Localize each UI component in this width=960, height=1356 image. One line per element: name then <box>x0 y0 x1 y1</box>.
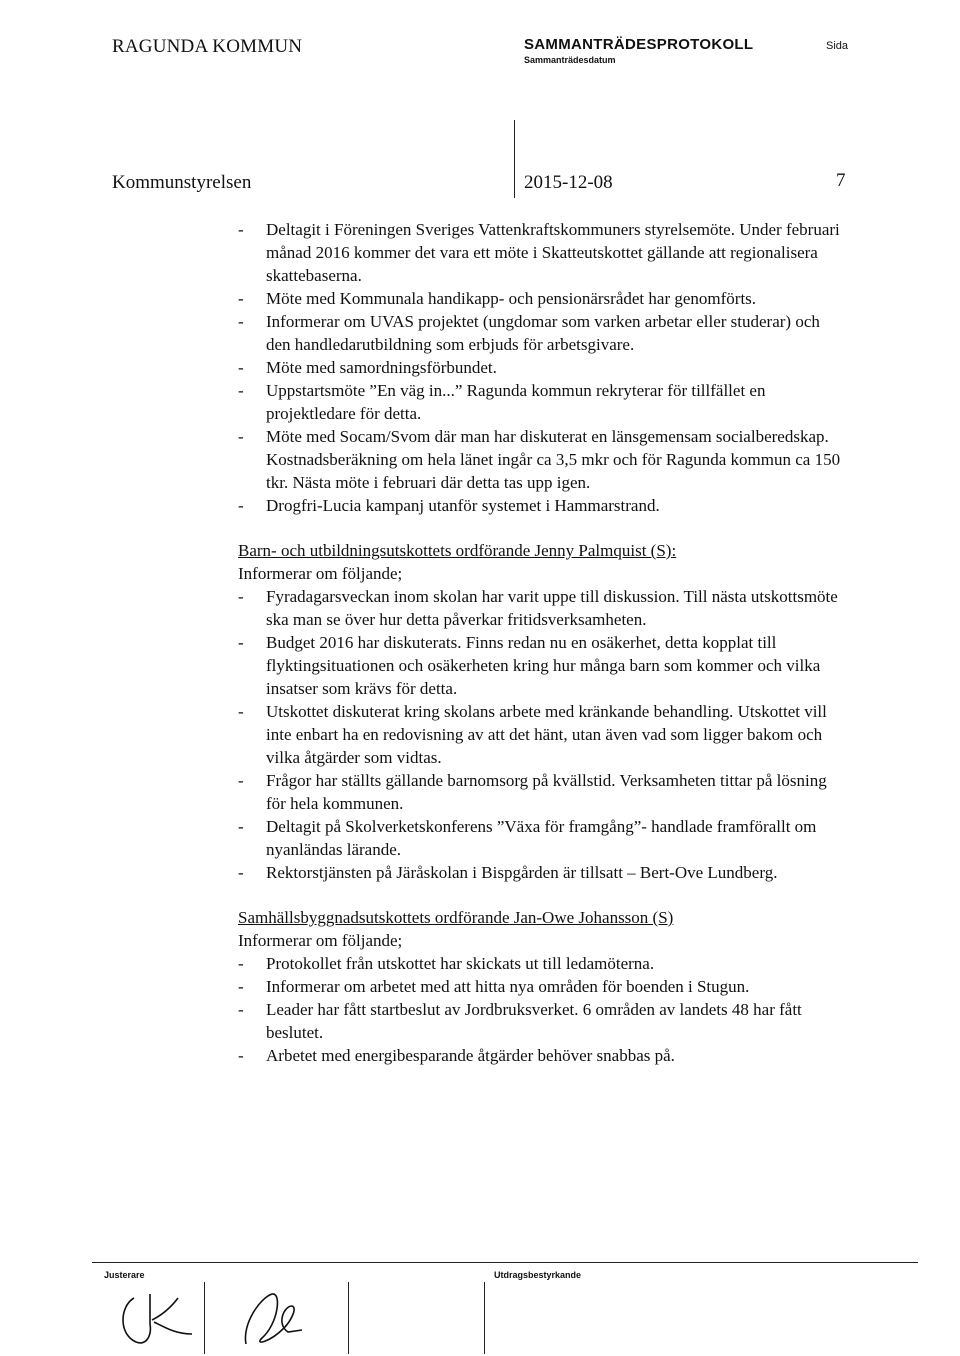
list-item: - Möte med samordningsförbundet. <box>238 356 848 379</box>
list-item: - Utskottet diskuterat kring skolans arbete med kränkande behandling. Utskottet vill inte enbart ha en redovisning av att det hänt, utan även vad som ligger bakom och vilka åtgärder som vidtas. <box>238 700 848 769</box>
signature-divider <box>484 1282 485 1354</box>
protocol-content <box>238 218 848 1067</box>
meeting-date: 2015-12-08 <box>524 172 613 193</box>
list-item: - Rektorstjänsten på Järåskolan i Bispgården är tillsatt – Bert-Ove Lundberg. <box>238 861 848 884</box>
list-item: - Deltagit på Skolverketskonferens ”Växa för framgång”- handlade framförallt om nyanländas lärande. <box>238 815 848 861</box>
list-item: - Protokollet från utskottet har skickats ut till ledamöterna. <box>238 952 848 975</box>
signature-initials-2 <box>232 1284 312 1354</box>
list-item: - Fyradagarsveckan inom skolan har varit uppe till diskussion. Till nästa utskottsmöte ska man se över hur detta påverkar fritidsverksamheten. <box>238 585 848 631</box>
signature-divider <box>348 1282 349 1354</box>
section-heading-barn: Barn- och utbildningsutskottets ordförande Jenny Palmquist (S): <box>238 541 677 560</box>
list-item: - Informerar om UVAS projektet (ungdomar som varken arbetar eller studerar) och den handledarutbildning som erbjuds för arbetsgivare. <box>238 310 848 356</box>
list-item: - Leader har fått startbeslut av Jordbruksverket. 6 områden av landets 48 har fått beslutet. <box>238 998 848 1044</box>
list-item: - Budget 2016 har diskuterats. Finns redan nu en osäkerhet, detta kopplat till flyktingsituationen och osäkerheten kring hur många barn som kommer och vilka insatser som krävs för detta. <box>238 631 848 700</box>
signature-divider <box>204 1282 205 1354</box>
section-intro-barn: Informerar om följande; <box>238 564 403 583</box>
section-heading-samhall: Samhällsbyggnadsutskottets ordförande Jan-Owe Johansson (S) <box>238 908 674 927</box>
page-label: Sida <box>826 40 849 52</box>
utdrag-label: Utdragsbestyrkande <box>494 1270 582 1280</box>
section-intro-samhall: Informerar om följande; <box>238 931 403 950</box>
list-item: - Möte med Kommunala handikapp- och pensionärsrådet har genomförts. <box>238 287 848 310</box>
list-item: - Frågor har ställts gällande barnomsorg på kvällstid. Verksamheten tittar på lösning för hela kommunen. <box>238 769 848 815</box>
governing-body: Kommunstyrelsen <box>112 172 252 193</box>
municipality-name: RAGUNDA KOMMUN <box>112 36 303 57</box>
page-number: 7 <box>836 170 846 191</box>
list-item: - Drogfri-Lucia kampanj utanför systemet i Hammarstrand. <box>238 494 848 517</box>
meeting-date-label: Sammanträdesdatum <box>524 55 616 65</box>
list-item: - Uppstartsmöte ”En väg in...” Ragunda kommun rekryterar för tillfället en projektledare för detta. <box>238 379 848 425</box>
signature-initials-1 <box>112 1284 202 1354</box>
list-item: - Arbetet med energibesparande åtgärder behöver snabbas på. <box>238 1044 848 1067</box>
footer-divider <box>92 1262 918 1263</box>
list-item: - Möte med Socam/Svom där man har diskuterat en länsgemensam socialberedskap. Kostnadsberäkning om hela länet ingår ca 3,5 mkr och för Ragunda kommun ca 150 tkr. Nästa möte i februari där detta tas upp igen. <box>238 425 848 494</box>
header-divider <box>514 120 515 198</box>
list-item: - Informerar om arbetet med att hitta nya områden för boenden i Stugun. <box>238 975 848 998</box>
samhall-list <box>238 952 848 1067</box>
intro-list <box>238 218 848 517</box>
justerare-label: Justerare <box>104 1270 145 1280</box>
protocol-title: SAMMANTRÄDESPROTOKOLL <box>524 36 754 53</box>
list-item: - Deltagit i Föreningen Sveriges Vattenkraftskommuners styrelsemöte. Under februari månad 2016 kommer det vara ett möte i Skatteutskottet gällande att regionalisera skattebaserna. <box>238 218 848 287</box>
barn-list <box>238 585 848 884</box>
